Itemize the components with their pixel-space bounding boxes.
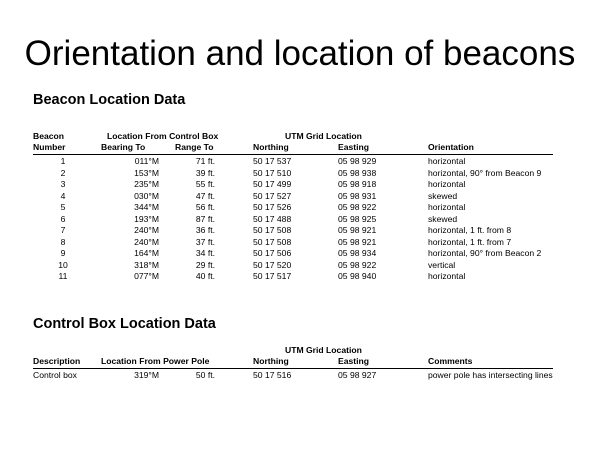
northing-value: 50 17 499 xyxy=(253,179,292,189)
table-row xyxy=(33,156,553,167)
page-title: Orientation and location of beacons xyxy=(24,34,576,73)
beacon-number: 8 xyxy=(60,236,66,247)
description-value: Control box xyxy=(33,370,77,380)
range-value: 37 ft. xyxy=(195,236,215,247)
table-row xyxy=(33,248,553,259)
orientation-value: horizontal xyxy=(428,202,466,212)
northing-value: 50 17 537 xyxy=(253,156,292,166)
easting-value: 05 98 940 xyxy=(338,271,377,281)
table-row xyxy=(33,191,553,202)
easting-value: 05 98 922 xyxy=(338,259,377,270)
orientation-value: skewed xyxy=(428,213,458,224)
range-value: 56 ft. xyxy=(195,202,215,212)
easting-value: 05 98 922 xyxy=(338,202,377,212)
table-row xyxy=(33,260,553,271)
northing-value: 50 17 516 xyxy=(253,370,292,380)
northing-value: 50 17 517 xyxy=(253,271,292,281)
col-easting-label: Easting xyxy=(338,356,370,366)
table-row xyxy=(33,271,553,282)
beacon-number: 10 xyxy=(58,259,68,270)
control-section-heading: Control Box Location Data xyxy=(33,316,216,332)
easting-value: 05 98 938 xyxy=(338,167,377,178)
range-value: 40 ft. xyxy=(195,271,215,281)
table-row xyxy=(33,168,553,179)
bearing-value: 011°M xyxy=(134,156,159,166)
easting-value: 05 98 925 xyxy=(338,213,377,224)
range-value: 87 ft. xyxy=(195,213,215,224)
col-northing-label: Northing xyxy=(253,356,289,366)
col-description-label: Description xyxy=(33,356,81,366)
beacon-number: 9 xyxy=(60,248,66,258)
easting-value: 05 98 931 xyxy=(338,190,377,201)
northing-value: 50 17 508 xyxy=(253,236,292,247)
col-location-from-label: Location From Power Pole xyxy=(101,356,210,366)
bearing-value: 077°M xyxy=(134,271,159,281)
table-row xyxy=(33,225,553,236)
table-row xyxy=(33,179,553,190)
bearing-value: 240°M xyxy=(134,236,159,247)
range-value: 36 ft. xyxy=(195,225,215,235)
bearing-value: 319°M xyxy=(134,370,159,380)
table-row xyxy=(33,237,553,248)
northing-value: 50 17 526 xyxy=(253,202,292,212)
table-row xyxy=(33,202,553,213)
beacon-number: 4 xyxy=(60,190,66,201)
range-value: 47 ft. xyxy=(195,190,215,201)
beacon-number: 11 xyxy=(58,271,68,281)
col-orientation-label: Orientation xyxy=(428,142,474,152)
bearing-value: 344°M xyxy=(134,202,159,212)
orientation-value: horizontal xyxy=(428,179,466,189)
range-value: 29 ft. xyxy=(195,259,215,270)
control-header-row-1 xyxy=(33,345,553,356)
orientation-value: horizontal, 1 ft. from 8 xyxy=(428,225,512,235)
beacon-header-row-1 xyxy=(33,131,553,142)
col-beacon-label: Beacon xyxy=(33,131,65,141)
beacon-number: 1 xyxy=(60,156,66,166)
northing-value: 50 17 527 xyxy=(253,190,292,201)
beacon-header-row-2 xyxy=(33,142,553,153)
col-number-label: Number xyxy=(33,142,66,152)
beacon-section-heading: Beacon Location Data xyxy=(33,92,186,108)
col-utm-label: UTM Grid Location xyxy=(285,131,362,141)
range-value: 55 ft. xyxy=(195,179,215,189)
northing-value: 50 17 488 xyxy=(253,213,292,224)
orientation-value: horizontal, 90° from Beacon 9 xyxy=(428,167,542,178)
easting-value: 05 98 921 xyxy=(338,225,377,235)
easting-value: 05 98 927 xyxy=(338,370,377,380)
range-value: 39 ft. xyxy=(195,167,215,178)
comments-value: power pole has intersecting lines xyxy=(428,370,553,380)
orientation-value: vertical xyxy=(428,259,456,270)
bearing-value: 240°M xyxy=(134,225,159,235)
range-value: 71 ft. xyxy=(195,156,215,166)
col-comments-label: Comments xyxy=(428,356,473,366)
easting-value: 05 98 921 xyxy=(338,236,377,247)
bearing-value: 153°M xyxy=(134,167,159,178)
orientation-value: horizontal xyxy=(428,271,466,281)
northing-value: 50 17 520 xyxy=(253,259,292,270)
bearing-value: 318°M xyxy=(134,259,159,270)
beacon-number: 7 xyxy=(60,225,66,235)
header-divider xyxy=(33,154,553,155)
beacon-number: 5 xyxy=(60,202,66,212)
range-value: 50 ft. xyxy=(195,370,215,380)
bearing-value: 030°M xyxy=(134,190,159,201)
northing-value: 50 17 506 xyxy=(253,248,292,258)
bearing-value: 235°M xyxy=(134,179,159,189)
easting-value: 05 98 918 xyxy=(338,179,377,189)
northing-value: 50 17 508 xyxy=(253,225,292,235)
beacon-number: 2 xyxy=(60,167,66,178)
control-header-row-2 xyxy=(33,356,553,367)
col-range-label: Range To xyxy=(175,142,214,152)
beacon-number: 6 xyxy=(60,213,66,224)
col-bearing-label: Bearing To xyxy=(101,142,146,152)
orientation-value: horizontal, 90° from Beacon 2 xyxy=(428,248,542,258)
beacon-number: 3 xyxy=(60,179,66,189)
col-utm-label: UTM Grid Location xyxy=(285,345,362,355)
col-easting-label: Easting xyxy=(338,142,370,152)
orientation-value: horizontal, 1 ft. from 7 xyxy=(428,236,512,247)
northing-value: 50 17 510 xyxy=(253,167,292,178)
range-value: 34 ft. xyxy=(195,248,215,258)
table-row xyxy=(33,370,553,381)
bearing-value: 164°M xyxy=(134,248,159,258)
orientation-value: horizontal xyxy=(428,156,466,166)
table-row xyxy=(33,214,553,225)
easting-value: 05 98 934 xyxy=(338,248,377,258)
easting-value: 05 98 929 xyxy=(338,156,377,166)
bearing-value: 193°M xyxy=(134,213,159,224)
col-northing-label: Northing xyxy=(253,142,289,152)
orientation-value: skewed xyxy=(428,190,458,201)
header-divider xyxy=(33,368,553,369)
col-location-from-label: Location From Control Box xyxy=(107,131,219,141)
